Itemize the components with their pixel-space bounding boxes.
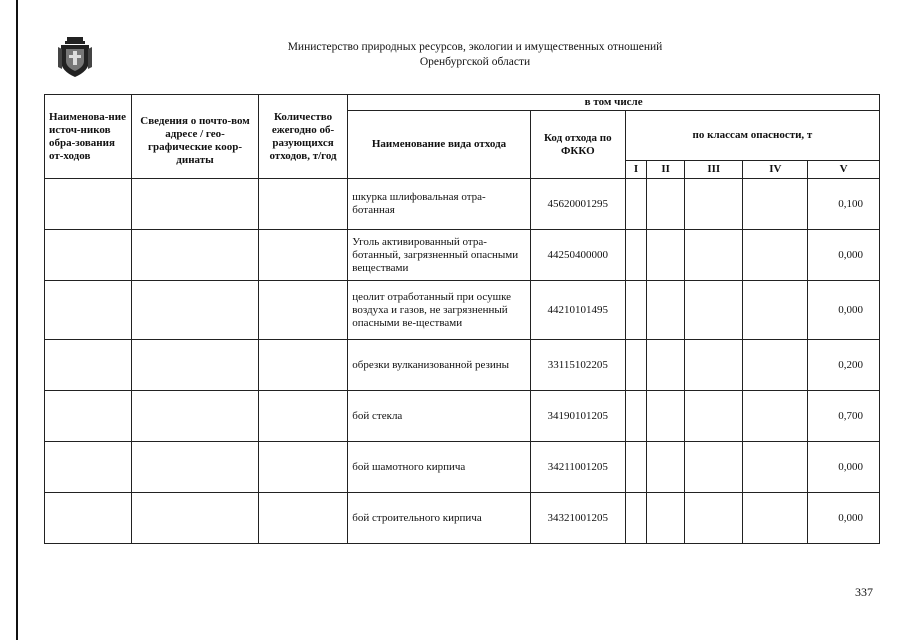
waste-name-cell: бой шамотного кирпича: [348, 442, 530, 493]
class-2-cell: [647, 179, 685, 230]
page-binding-line: [16, 0, 18, 640]
header-class-3: III: [685, 161, 743, 179]
waste-name-cell: Уголь активированный отра-ботанный, загрязненный опасными веществами: [348, 230, 530, 281]
class-5-cell: 0,000: [808, 230, 880, 281]
address-cell: [132, 230, 258, 281]
class-2-cell: [647, 340, 685, 391]
waste-code-cell: 34190101205: [530, 391, 625, 442]
quantity-cell: [258, 230, 348, 281]
header-class-1: I: [625, 161, 646, 179]
waste-name-cell: шкурка шлифовальная отра-ботанная: [348, 179, 530, 230]
class-4-cell: [743, 179, 808, 230]
class-4-cell: [743, 442, 808, 493]
waste-code-cell: 44250400000: [530, 230, 625, 281]
table-row: [45, 442, 880, 493]
address-cell: [132, 493, 258, 544]
address-cell: [132, 442, 258, 493]
class-1-cell: [625, 442, 646, 493]
class-1-cell: [625, 179, 646, 230]
class-4-cell: [743, 281, 808, 340]
class-3-cell: [685, 281, 743, 340]
class-2-cell: [647, 230, 685, 281]
source-cell: [45, 281, 132, 340]
quantity-cell: [258, 493, 348, 544]
waste-name-cell: цеолит отработанный при осушке воздуха и газов, не загрязненный опасными ве-ществами: [348, 281, 530, 340]
header-address: Сведения о почто-вом адресе / гео-графические коор-динаты: [132, 95, 258, 179]
address-cell: [132, 391, 258, 442]
class-4-cell: [743, 493, 808, 544]
class-5-cell: 0,000: [808, 442, 880, 493]
header-including: в том числе: [348, 95, 880, 111]
class-2-cell: [647, 493, 685, 544]
class-5-cell: 0,100: [808, 179, 880, 230]
class-5-cell: 0,000: [808, 493, 880, 544]
coat-of-arms-icon: [58, 37, 92, 79]
class-2-cell: [647, 442, 685, 493]
source-cell: [45, 391, 132, 442]
header-quantity: Количество ежегодно об-разующихся отходов, т/год: [258, 95, 348, 179]
header-class-4: IV: [743, 161, 808, 179]
class-4-cell: [743, 230, 808, 281]
header-hazard-classes: по классам опасности, т: [625, 111, 879, 161]
class-3-cell: [685, 179, 743, 230]
table-row: [45, 493, 880, 544]
address-cell: [132, 281, 258, 340]
source-cell: [45, 340, 132, 391]
class-1-cell: [625, 391, 646, 442]
class-3-cell: [685, 230, 743, 281]
waste-code-cell: 34211001205: [530, 442, 625, 493]
header-source-name: Наименова-ние источ-ников обра-зования от-ходов: [45, 95, 132, 179]
class-4-cell: [743, 340, 808, 391]
table-row: [45, 391, 880, 442]
class-3-cell: [685, 493, 743, 544]
source-cell: [45, 179, 132, 230]
address-cell: [132, 340, 258, 391]
class-1-cell: [625, 230, 646, 281]
class-4-cell: [743, 391, 808, 442]
class-5-cell: 0,200: [808, 340, 880, 391]
class-3-cell: [685, 442, 743, 493]
quantity-cell: [258, 340, 348, 391]
table-row: [45, 230, 880, 281]
waste-code-cell: 34321001205: [530, 493, 625, 544]
address-cell: [132, 179, 258, 230]
quantity-cell: [258, 391, 348, 442]
header-waste-name: Наименование вида отхода: [348, 111, 530, 179]
header-class-5: V: [808, 161, 880, 179]
table-row: [45, 179, 880, 230]
waste-code-cell: 44210101495: [530, 281, 625, 340]
waste-code-cell: 33115102205: [530, 340, 625, 391]
document-header: [160, 40, 790, 70]
class-5-cell: 0,000: [808, 281, 880, 340]
source-cell: [45, 442, 132, 493]
quantity-cell: [258, 281, 348, 340]
ministry-line-2: Оренбургской области: [419, 56, 531, 68]
header-waste-code: Код отхода по ФККО: [530, 111, 625, 179]
class-1-cell: [625, 281, 646, 340]
class-1-cell: [625, 493, 646, 544]
waste-table: [44, 94, 880, 544]
waste-name-cell: обрезки вулканизованной резины: [348, 340, 530, 391]
page-number: 337: [855, 585, 873, 599]
quantity-cell: [258, 442, 348, 493]
ministry-line-1: Министерство природных ресурсов, экологии и имущественных отношений: [287, 41, 663, 53]
source-cell: [45, 493, 132, 544]
class-2-cell: [647, 391, 685, 442]
table-row: [45, 340, 880, 391]
class-5-cell: 0,700: [808, 391, 880, 442]
source-cell: [45, 230, 132, 281]
header-class-2: II: [647, 161, 685, 179]
table-row: [45, 281, 880, 340]
waste-code-cell: 45620001295: [530, 179, 625, 230]
quantity-cell: [258, 179, 348, 230]
waste-name-cell: бой строительного кирпича: [348, 493, 530, 544]
class-3-cell: [685, 340, 743, 391]
waste-name-cell: бой стекла: [348, 391, 530, 442]
class-3-cell: [685, 391, 743, 442]
class-2-cell: [647, 281, 685, 340]
class-1-cell: [625, 340, 646, 391]
